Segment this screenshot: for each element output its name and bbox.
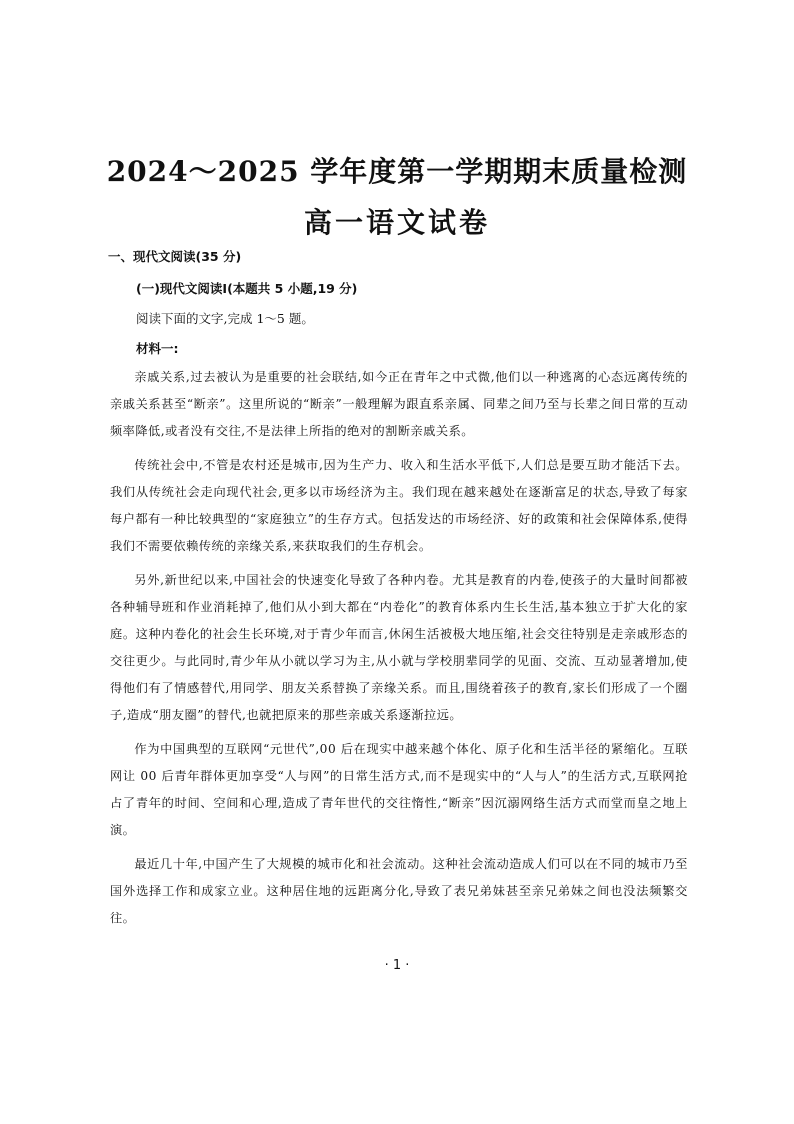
page-number: · 1 · <box>384 958 410 973</box>
material-label: 材料一: <box>136 341 179 356</box>
exam-subtitle: 高一语文试卷 <box>303 206 490 239</box>
material-paragraph: 亲戚关系,过去被认为是重要的社会联结,如今正在青年之中式微,他们以一种逃离的心态远离传统的亲戚关系甚至“断亲”。这里所说的“断亲”一般理解为跟直系亲属、同辈之间乃至与长辈之间日常的互动频率降低,或者没有交往,不是法律上所指的绝对的割断亲戚关系。 <box>110 370 688 438</box>
material-paragraph: 作为中国典型的互联网“元世代”,00 后在现实中越来越个体化、原子化和生活半径的紧缩化。互联网让 00 后青年群体更加享受“人与网”的日常生活方式,而不是现实中的“人与人”的生活方式,互联网抢占了青年的时间、空间和心理,造成了青年世代的交往惰性,“断亲”因沉溺网络生活方式而堂而皇之地上演。 <box>110 742 688 837</box>
material-paragraph: 另外,新世纪以来,中国社会的快速变化导致了各种内卷。尤其是教育的内卷,使孩子的大量时间都被各种辅导班和作业消耗掉了,他们从小到大都在“内卷化”的教育体系内生长生活,基本独立于扩大化的家庭。这种内卷化的社会生长环境,对于青少年而言,休闲生活被极大地压缩,社会交往特别是走亲戚形态的交往更少。与此同时,青少年从小就以学习为主,从小就与学校朋辈同学的见面、交流、互动显著增加,使得他们有了情感替代,用同学、朋友关系替换了亲缘关系。而且,围绕着孩子的教育,家长们形成了一个圈子,造成“朋友圈”的替代,也就把原来的那些亲戚关系逐渐拉远。 <box>110 573 688 722</box>
exam-content <box>110 244 688 932</box>
material-paragraph: 最近几十年,中国产生了大规模的城市化和社会流动。这种社会流动造成人们可以在不同的城市乃至国外选择工作和成家立业。这种居住地的远距离分化,导致了表兄弟妹甚至亲兄弟妹之间也没法频繁交往。 <box>110 857 688 925</box>
reading-instruction: 阅读下面的文字,完成 1～5 题。 <box>136 311 314 326</box>
exam-title: 2024～2025 学年度第一学期期末质量检测 <box>106 155 688 188</box>
material-paragraph: 传统社会中,不管是农村还是城市,因为生产力、收入和生活水平低下,人们总是要互助才能活下去。我们从传统社会走向现代社会,更多以市场经济为主。我们现在越来越处在逐渐富足的状态,导致了每家每户都有一种比较典型的“家庭独立”的生存方式。包括发达的市场经济、好的政策和社会保障体系,使得我们不需要依赖传统的亲缘关系,来获取我们的生存机会。 <box>110 458 688 553</box>
section-heading: 一、现代文阅读(35 分) <box>108 249 242 264</box>
subsection-heading: (一)现代文阅读Ⅰ(本题共 5 小题,19 分) <box>136 281 358 296</box>
